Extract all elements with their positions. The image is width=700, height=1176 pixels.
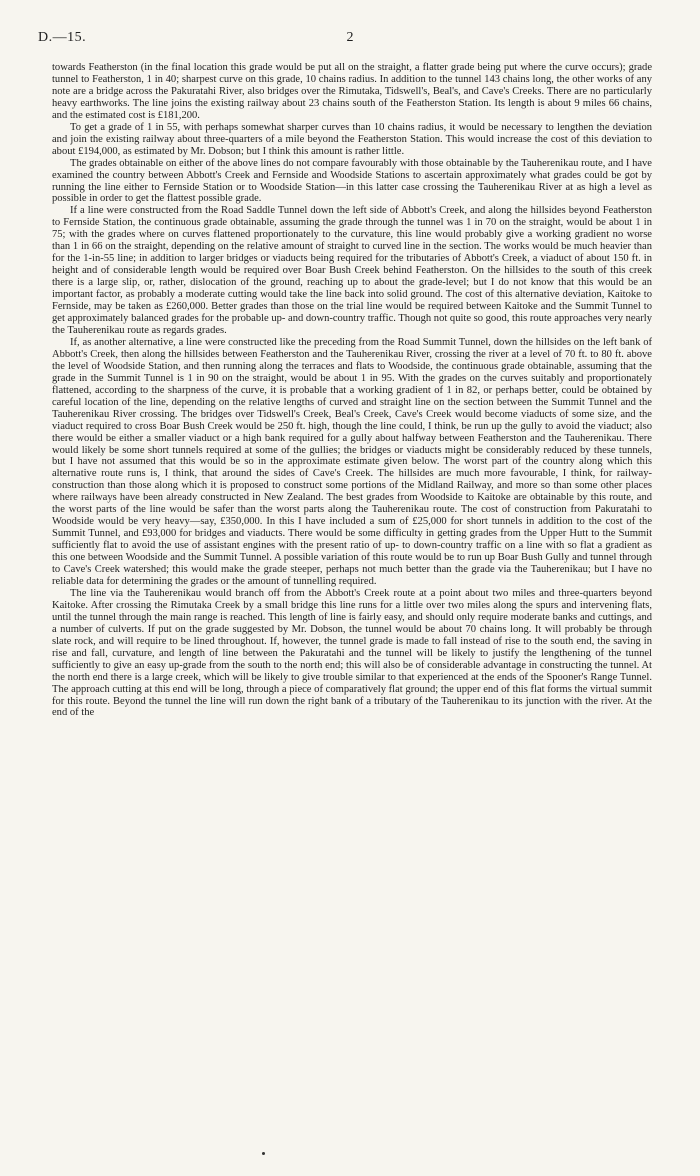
paragraph: If, as another alternative, a line were constructed like the preceding from the Road Summit Tunnel, down the hillsides on the left bank of Abbott's Creek, then along the hillsides between Featherston and the Tauherenikau River, crossing the river at a level of 70 ft. to 80 ft. above the level of Woodside Station, and then running along the terraces and flats to Woodside, the continuous grade obtainable, assuming that the grade in the Summit Tunnel is 1 in 90 on the straight, would be about 1 in 95. With the grades on the curves suitably and proportionately flattened, according to the sharpness of the curve, it is probable that a working gradient of 1 in 82, or perhaps better, could be obtained by careful location of the line, depending on the relative lengths of curved and straight line on the section between the Summit Tunnel and the Tauherenikau River crossing. The bridges over Tidswell's Creek, Beal's Creek, Cave's Creek would become viaducts of some size, and the viaduct required to cross Boar Bush Creek would be 250 ft. high, though the line could, I think, be run up the gully to avoid the viaduct; also there would be either a smaller viaduct or a high bank required for a gully about halfway between Featherston and the Tauherenikau. There would likely be some short tunnels required at some of the gullies; the bridges or viaducts might be considerably reduced by these tunnels, but I have not assumed that this would be so in the approximate estimate given below. The worst part of the country along which this alternative route runs is, I think, that around the sides of Cave's Creek. The hillsides are much more favourable, I think, for railway-construction than those along which it is proposed to construct some portions of the Midland Railway, and more so than some other places where railways have been already constructed in New Zealand. The best grades from Woodside to Kaitoke are obtainable by this route, and the worst parts of the line would be safer than the worst parts along the Tauherenikau route. The cost of construction from Pakuratahi to Woodside would be very heavy—say, £350,000. In this I have included a sum of £25,000 for short tunnels in addition to the cost of the Summit Tunnel, and £93,000 for bridges and viaducts. There would be some difficulty in getting grades from the Upper Hutt to the Summit sufficiently flat to avoid the use of assistant engines with the present ratio of up- to down-country traffic on a line with so flat a gradient as this one between Woodside and the Summit Tunnel. A possible variation of this route would be to run up Boar Bush Gully and tunnel through to Cave's Creek watershed; this would make the grade steeper, perhaps not much better than the grade via the Tauherenikau; but I have no reliable data for determining the grades or the amount of tunnelling required. [52, 336, 652, 587]
page-number: 2 [346, 30, 354, 45]
document-reference: D.—15. [38, 30, 87, 45]
page-header [38, 30, 662, 50]
paragraph: The line via the Tauherenikau would branch off from the Abbott's Creek route at a point about two miles and three-quarters beyond Kaitoke. After crossing the Rimutaka Creek by a small bridge this line runs for a little over two miles along the spurs and intervening flats, until the tunnel through the main range is reached. This length of line is fairly easy, and should only require moderate banks and cuttings, and a number of culverts. If put on the grade suggested by Mr. Dobson, the tunnel would be about 70 chains long. It will probably be through slate rock, and will require to be lined throughout. If, however, the tunnel grade is made to fall instead of rise to the south end, the saving in rise and fall, curvature, and length of line between the Pakuratahi and the tunnel will be likely to justify the lengthening of the tunnel sufficiently to give an easy up-grade from the south to the north end; this will also be of considerable advantage in constructing the tunnel. At the north end there is a large creek, which will be likely to give trouble similar to that experienced at the ends of the Spooner's Range Tunnel. The approach cutting at this end will be long, through a piece of comparatively flat ground; the upper end of this flat forms the virtual summit for this route. Beyond the tunnel the line will run down the right bank of a tributary of the Tauherenikau to its junction with the river. At the end of the [52, 587, 652, 719]
paragraph: The grades obtainable on either of the above lines do not compare favourably with those obtainable by the Tauherenikau route, and I have examined the country between Abbott's Creek and Fernside and Woodside Stations to ascertain approximately what grades could be got by running the line either to Fernside Station or to Woodside Station—in this latter case crossing the Tauherenikau River at as high a level as possible in order to get the flattest possible grade. [52, 157, 652, 205]
paragraph: towards Featherston (in the final location this grade would be put all on the straight, a flatter grade being put where the curve occurs); grade tunnel to Featherston, 1 in 40; sharpest curve on this grade, 10 chains radius. In addition to the tunnel 143 chains long, the other works of any note are a bridge across the Pakuratahi River, also bridges over the Rimutaka, Tidswell's, Beal's, and Cave's Creeks. There are no particularly heavy earthworks. The line joins the existing railway about 23 chains south of the Featherston Station. Its length is about 9 miles 66 chains, and the estimated cost is £181,200. [52, 62, 652, 121]
paragraph: To get a grade of 1 in 55, with perhaps somewhat sharper curves than 10 chains radius, it would be necessary to lengthen the deviation and join the existing railway about three-quarters of a mile beyond the Featherston Station. This would increase the cost of this deviation to about £194,000, as estimated by Mr. Dobson; but I think this amount is rather little. [52, 121, 652, 157]
body-text [52, 62, 652, 719]
paragraph: If a line were constructed from the Road Saddle Tunnel down the left side of Abbott's Creek, and along the hillsides beyond Featherston to Fernside Station, the continuous grade obtainable, assuming the grade through the tunnel was 1 in 70 on the straight, would be about 1 in 75; with the grades where on curves flattened proportionately to the curvature, this line would probably give a working gradient no worse than 1 in 66 on the straight, depending on the relative amount of straight to curved line in the section. The works would be much heavier than for the 1-in-55 line; in addition to larger bridges or viaducts being required for the tributaries of Abbott's Creek, a viaduct of about 150 ft. in height and of considerable length would be required over Boar Bush Creek behind Featherston. On the hillsides to the south of this creek there is a large slip, or, rather, dislocation of the ground, reaching up to about the grade-level; but I do not know that this would be an important factor, as probably a moderate cutting would take the line back into solid ground. The cost of this alternative deviation, Kaitoke to Fernside, may be taken as £260,000. Better grades than those on the trial line would be required between Kaitoke and the Summit Tunnel to get approximately balanced grades for the probable up- and down-country traffic. Though not quite so good, this route approaches very nearly the Tauherenikau route as regards grades. [52, 205, 653, 336]
print-speck [262, 1152, 265, 1155]
